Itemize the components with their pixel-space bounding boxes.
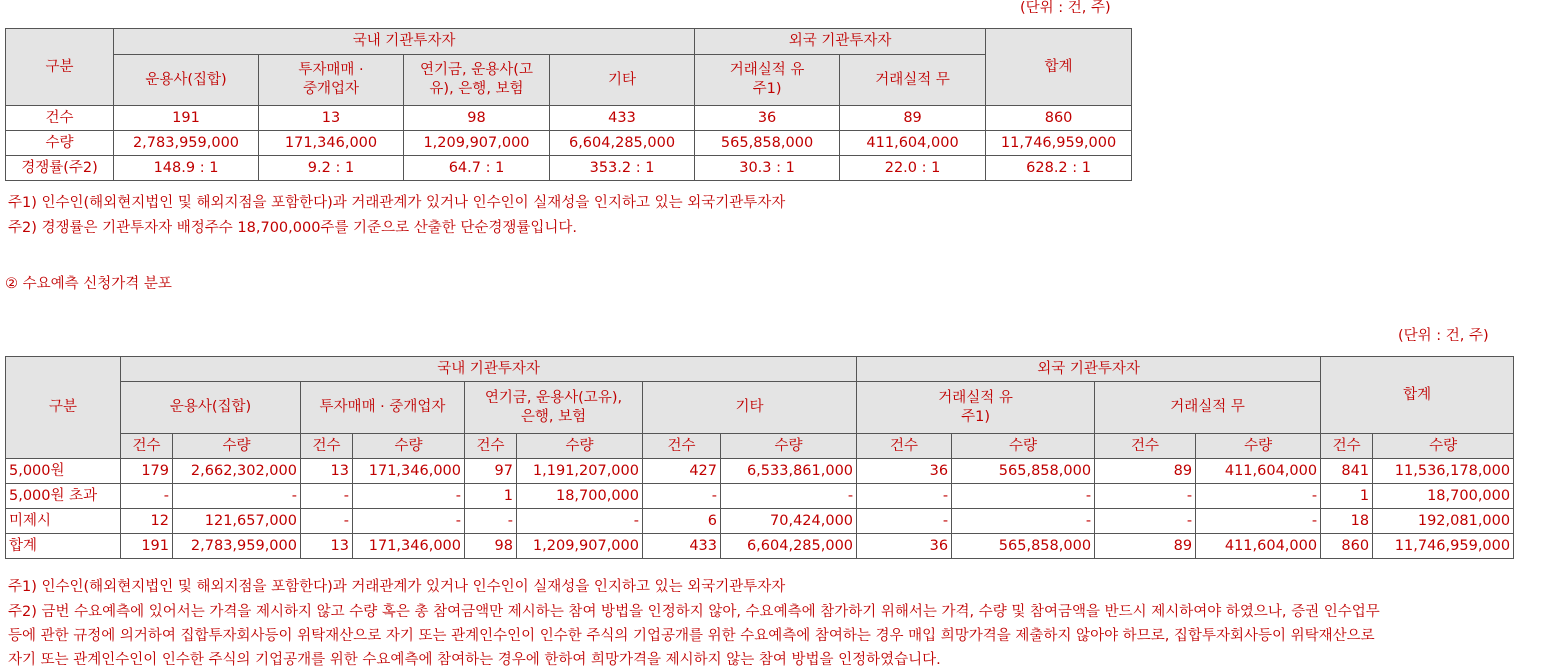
header-sub: 투자매매 · 중개업자 [259,55,404,106]
header-sub: 거래실적 무 [1095,382,1321,434]
table-cell: 191 [114,106,259,131]
table-cell: - [517,509,643,534]
table-cell: - [1196,484,1321,509]
row-label: 수량 [6,131,114,156]
header-sub: 거래실적 무 [840,55,986,106]
table-cell: 1 [465,484,517,509]
header-domestic: 국내 기관투자자 [114,29,695,55]
table-cell: 12 [121,509,173,534]
header-foreign: 외국 기관투자자 [857,357,1321,382]
header-qty: 수량 [1196,434,1321,459]
table-cell: 2,783,959,000 [114,131,259,156]
note-6: 자기 또는 관계인수인이 인수한 주식의 기업공개를 위한 수요예측에 참여하는 경우에 한하여 희망가격을 제시하지 않는 참여 방법을 인정하였습니다. [8,652,941,668]
table-cell: 860 [986,106,1132,131]
table-row [6,534,1514,559]
header-sub: 기타 [550,55,695,106]
row-label: 건수 [6,106,114,131]
table-cell: 192,081,000 [1373,509,1514,534]
table-cell: - [952,509,1095,534]
table-cell: 1,191,207,000 [517,459,643,484]
header-qty: 수량 [353,434,465,459]
table-cell: 89 [840,106,986,131]
header-domestic: 국내 기관투자자 [121,357,857,382]
table-cell: - [465,509,517,534]
header-qty: 수량 [173,434,301,459]
table-cell: 860 [1321,534,1373,559]
header-qty: 수량 [1373,434,1514,459]
section-title: ② 수요예측 신청가격 분포 [5,276,172,292]
row-label: 미제시 [6,509,121,534]
note-1: 주1) 인수인(해외현지법인 및 해외지점을 포함한다)과 거래관계가 있거나 인수인이 실재성을 인지하고 있는 외국기관투자자 [8,195,786,211]
note-2: 주2) 경쟁률은 기관투자자 배정주수 18,700,000주를 기준으로 산출한 단순경쟁률입니다. [8,220,577,236]
header-qty: 수량 [721,434,857,459]
table-cell: 13 [301,534,353,559]
table-cell: - [952,484,1095,509]
header-total: 합계 [986,29,1132,106]
header-total: 합계 [1321,357,1514,434]
table-cell: 433 [550,106,695,131]
table-cell: - [301,484,353,509]
price-distribution-table [5,356,1514,559]
table-cell: 565,858,000 [695,131,840,156]
table-cell: 411,604,000 [1196,534,1321,559]
row-label: 합계 [6,534,121,559]
table-cell: 30.3 : 1 [695,156,840,181]
table-cell: 411,604,000 [1196,459,1321,484]
table-cell: 6,604,285,000 [550,131,695,156]
table-cell: 98 [465,534,517,559]
table-cell: 89 [1095,459,1196,484]
row-label: 경쟁률(주2) [6,156,114,181]
table-row [6,484,1514,509]
unit-label-2: (단위 : 건, 주) [1398,328,1489,344]
table-cell: 411,604,000 [840,131,986,156]
table-cell: 171,346,000 [353,459,465,484]
table-cell: 18 [1321,509,1373,534]
header-sub: 운용사(집합) [121,382,301,434]
table-cell: 1,209,907,000 [517,534,643,559]
unit-label: (단위 : 건, 주) [1020,0,1111,16]
header-sub: 투자매매 · 중개업자 [301,382,465,434]
table-cell: - [857,484,952,509]
table-cell: 98 [404,106,550,131]
table-cell: 13 [259,106,404,131]
table-cell: - [353,509,465,534]
header-count: 건수 [857,434,952,459]
table-cell: 179 [121,459,173,484]
table-cell: - [301,509,353,534]
header-foreign: 외국 기관투자자 [695,29,986,55]
table-cell: 353.2 : 1 [550,156,695,181]
header-count: 건수 [1321,434,1373,459]
table-cell: 97 [465,459,517,484]
table-cell: 11,536,178,000 [1373,459,1514,484]
header-gubun: 구분 [6,29,114,106]
note-3: 주1) 인수인(해외현지법인 및 해외지점을 포함한다)과 거래관계가 있거나 인수인이 실재성을 인지하고 있는 외국기관투자자 [8,579,786,595]
table-row [6,156,1132,181]
table-cell: 6,604,285,000 [721,534,857,559]
header-sub: 기타 [643,382,857,434]
table-cell: 6 [643,509,721,534]
table-cell: 11,746,959,000 [1373,534,1514,559]
header-gubun: 구분 [6,357,121,459]
table-cell: 427 [643,459,721,484]
table-cell: 171,346,000 [259,131,404,156]
table-cell: 13 [301,459,353,484]
table-cell: 36 [857,534,952,559]
table-cell: 70,424,000 [721,509,857,534]
note-5: 등에 관한 규정에 의거하여 집합투자회사등이 위탁재산으로 자기 또는 관계인수인이 인수한 주식의 기업공개를 위한 수요예측에 참여하는 경우 매입 희망가격을 제출하지 않아야 하므로, 집합투자회사등이 위탁재산으로 [8,628,1375,644]
table-cell: - [857,509,952,534]
table-cell: 64.7 : 1 [404,156,550,181]
table-cell: 9.2 : 1 [259,156,404,181]
table-cell: 89 [1095,534,1196,559]
table-cell: 191 [121,534,173,559]
table-cell: 2,662,302,000 [173,459,301,484]
table-cell: 11,746,959,000 [986,131,1132,156]
table-cell: 565,858,000 [952,459,1095,484]
table-cell: 6,533,861,000 [721,459,857,484]
table-cell: - [721,484,857,509]
table-cell: - [353,484,465,509]
header-count: 건수 [1095,434,1196,459]
header-count: 건수 [121,434,173,459]
table-cell: - [121,484,173,509]
note-4: 주2) 금번 수요예측에 있어서는 가격을 제시하지 않고 수량 혹은 총 참여금액만 제시하는 참여 방법을 인정하지 않아, 수요예측에 참가하기 위해서는 가격, 수량 및 참여금액을 반드시 제시하여야 하였으나, 증권 인수업무 [8,604,1380,620]
table-cell: - [1095,484,1196,509]
row-label: 5,000원 초과 [6,484,121,509]
table-cell: - [173,484,301,509]
table-cell: - [1095,509,1196,534]
table-cell: 628.2 : 1 [986,156,1132,181]
header-sub: 거래실적 유 주1) [857,382,1095,434]
table-cell: - [1196,509,1321,534]
table-cell: 2,783,959,000 [173,534,301,559]
header-count: 건수 [465,434,517,459]
table-row [6,459,1514,484]
table-cell: 841 [1321,459,1373,484]
table-cell: 36 [695,106,840,131]
table-cell: 171,346,000 [353,534,465,559]
competition-table [5,28,1132,181]
table-cell: 36 [857,459,952,484]
header-qty: 수량 [517,434,643,459]
table-row [6,509,1514,534]
header-qty: 수량 [952,434,1095,459]
table-cell: 148.9 : 1 [114,156,259,181]
table-cell: - [643,484,721,509]
header-count: 건수 [643,434,721,459]
table-cell: 121,657,000 [173,509,301,534]
table-cell: 22.0 : 1 [840,156,986,181]
header-count: 건수 [301,434,353,459]
row-label: 5,000원 [6,459,121,484]
header-sub: 거래실적 유 주1) [695,55,840,106]
table-cell: 18,700,000 [517,484,643,509]
table-cell: 1,209,907,000 [404,131,550,156]
table-cell: 433 [643,534,721,559]
table-cell: 1 [1321,484,1373,509]
table-cell: 18,700,000 [1373,484,1514,509]
table-row [6,106,1132,131]
table-cell: 565,858,000 [952,534,1095,559]
header-sub: 연기금, 운용사(고 유), 은행, 보험 [404,55,550,106]
header-sub: 운용사(집합) [114,55,259,106]
header-sub: 연기금, 운용사(고유), 은행, 보험 [465,382,643,434]
table-row [6,131,1132,156]
